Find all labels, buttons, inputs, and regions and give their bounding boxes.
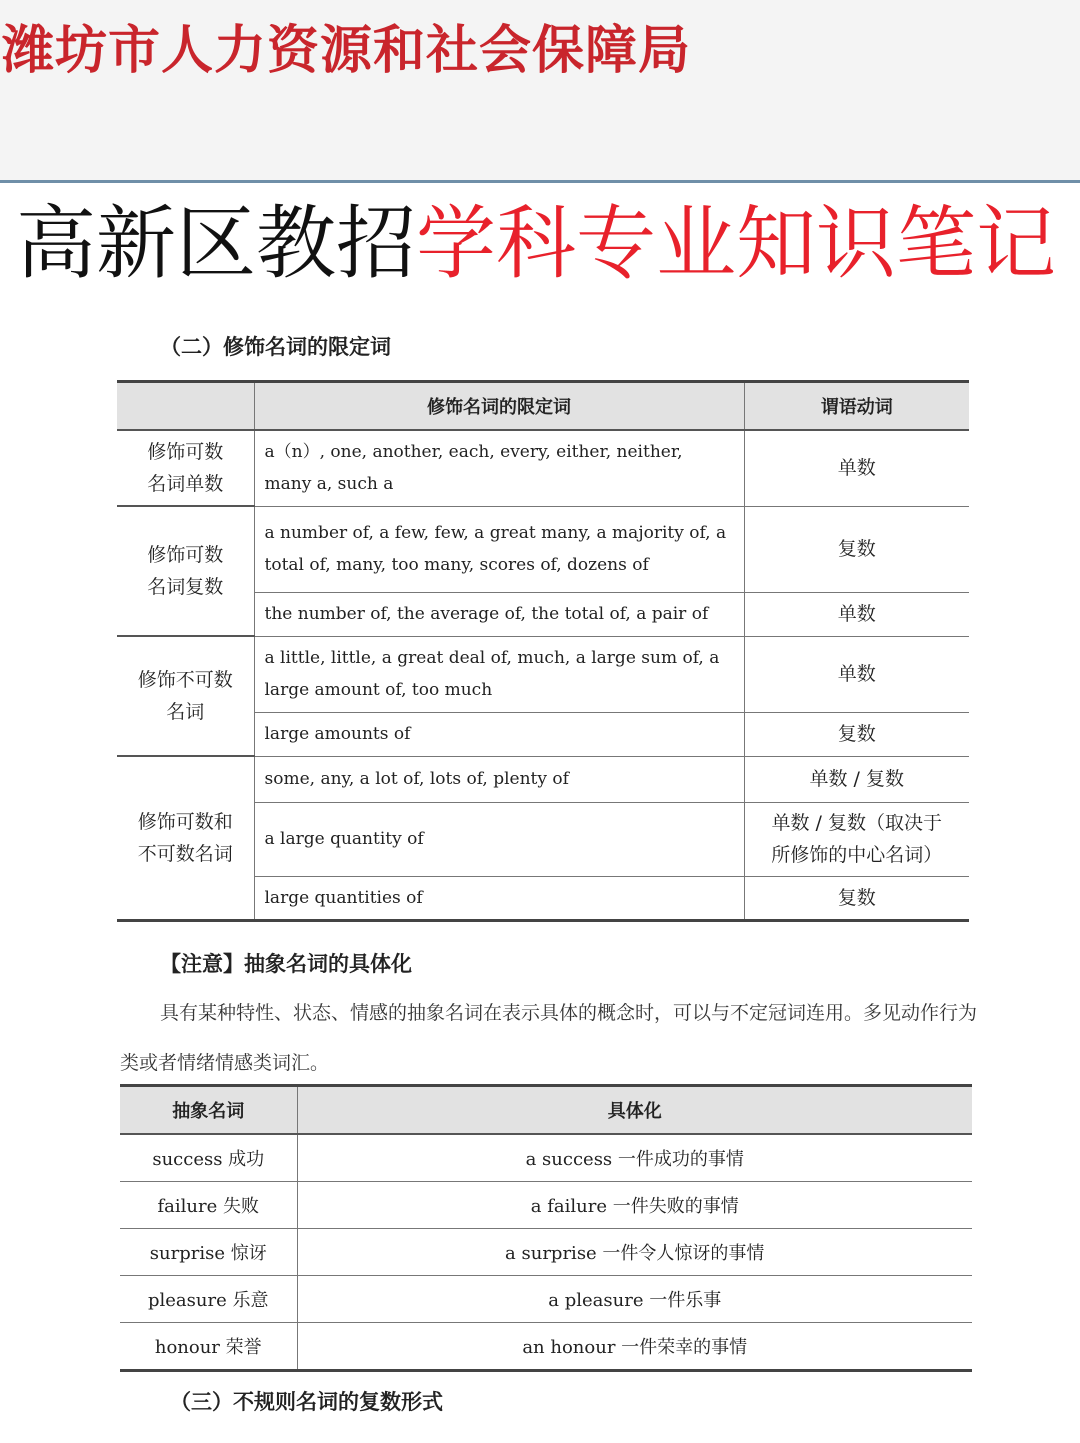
noun-cell: success 成功 <box>120 1134 297 1182</box>
section-title-3: （三）不规则名词的复数形式 <box>170 1390 443 1414</box>
abstract-noun-table <box>120 1084 972 1372</box>
table-row <box>117 756 969 802</box>
table-header-row <box>120 1086 972 1135</box>
header-cell: 抽象名词 <box>120 1086 297 1135</box>
note-title: 【注意】抽象名词的具体化 <box>160 952 412 976</box>
table-row <box>117 506 969 592</box>
verb-cell: 单数 <box>744 430 969 506</box>
header-cell: 谓语动词 <box>744 382 969 431</box>
table-row <box>117 430 969 506</box>
phrase-cell: some, any, a lot of, lots of, plenty of <box>254 756 744 802</box>
noun-cell: pleasure 乐意 <box>120 1276 297 1323</box>
table-row <box>120 1276 972 1323</box>
noun-cell: failure 失败 <box>120 1182 297 1229</box>
header-cell <box>117 382 254 431</box>
noun-cell: surprise 惊讶 <box>120 1229 297 1276</box>
concrete-cell: an honour 一件荣幸的事情 <box>297 1323 972 1371</box>
concrete-cell: a pleasure 一件乐事 <box>297 1276 972 1323</box>
verb-cell: 单数 <box>744 592 969 636</box>
phrase-cell: a large quantity of <box>254 802 744 876</box>
phrase-cell: a little, little, a great deal of, much, a large sum of, a large amount of, too much <box>254 636 744 712</box>
headline-black: 高新区教招 <box>16 197 416 290</box>
table-row <box>117 636 969 712</box>
concrete-cell: a surprise 一件令人惊讶的事情 <box>297 1229 972 1276</box>
phrase-cell: the number of, the average of, the total of, a pair of <box>254 592 744 636</box>
headline-red: 学科专业知识笔记 <box>416 197 1056 290</box>
phrase-cell: a number of, a few, few, a great many, a majority of, a total of, many, too many, scores of, dozens of <box>254 506 744 592</box>
determiner-table <box>117 380 969 922</box>
section-title-2: （二）修饰名词的限定词 <box>160 335 391 359</box>
header-cell: 修饰名词的限定词 <box>254 382 744 431</box>
verb-cell: 复数 <box>744 712 969 756</box>
header-cell: 具体化 <box>297 1086 972 1135</box>
phrase-cell: a（n）, one, another, each, every, either, neither, many a, such a <box>254 430 744 506</box>
category-cell: 修饰可数和 不可数名词 <box>117 756 254 920</box>
page-headline <box>16 196 1056 292</box>
category-cell: 修饰可数 名词单数 <box>117 430 254 506</box>
concrete-cell: a failure 一件失败的事情 <box>297 1182 972 1229</box>
category-cell: 修饰可数 名词复数 <box>117 506 254 636</box>
phrase-cell: large amounts of <box>254 712 744 756</box>
concrete-cell: a success 一件成功的事情 <box>297 1134 972 1182</box>
header-banner <box>0 0 1080 183</box>
table-row <box>120 1229 972 1276</box>
phrase-cell: large quantities of <box>254 876 744 920</box>
bureau-title: 潍坊市人力资源和社会保障局 <box>2 21 692 81</box>
verb-cell: 复数 <box>744 876 969 920</box>
category-cell: 修饰不可数 名词 <box>117 636 254 756</box>
note-paragraph: 具有某种特性、状态、情感的抽象名词在表示具体的概念时，可以与不定冠词连用。多见动作行为类或者情绪情感类词汇。 <box>120 1002 978 1074</box>
table-header-row <box>117 382 969 431</box>
table-row <box>120 1134 972 1182</box>
verb-cell: 复数 <box>744 506 969 592</box>
table-row <box>120 1323 972 1371</box>
verb-cell: 单数 <box>744 636 969 712</box>
verb-cell: 单数 / 复数（取决于 所修饰的中心名词） <box>744 802 969 876</box>
verb-cell: 单数 / 复数 <box>744 756 969 802</box>
table-row <box>120 1182 972 1229</box>
noun-cell: honour 荣誉 <box>120 1323 297 1371</box>
